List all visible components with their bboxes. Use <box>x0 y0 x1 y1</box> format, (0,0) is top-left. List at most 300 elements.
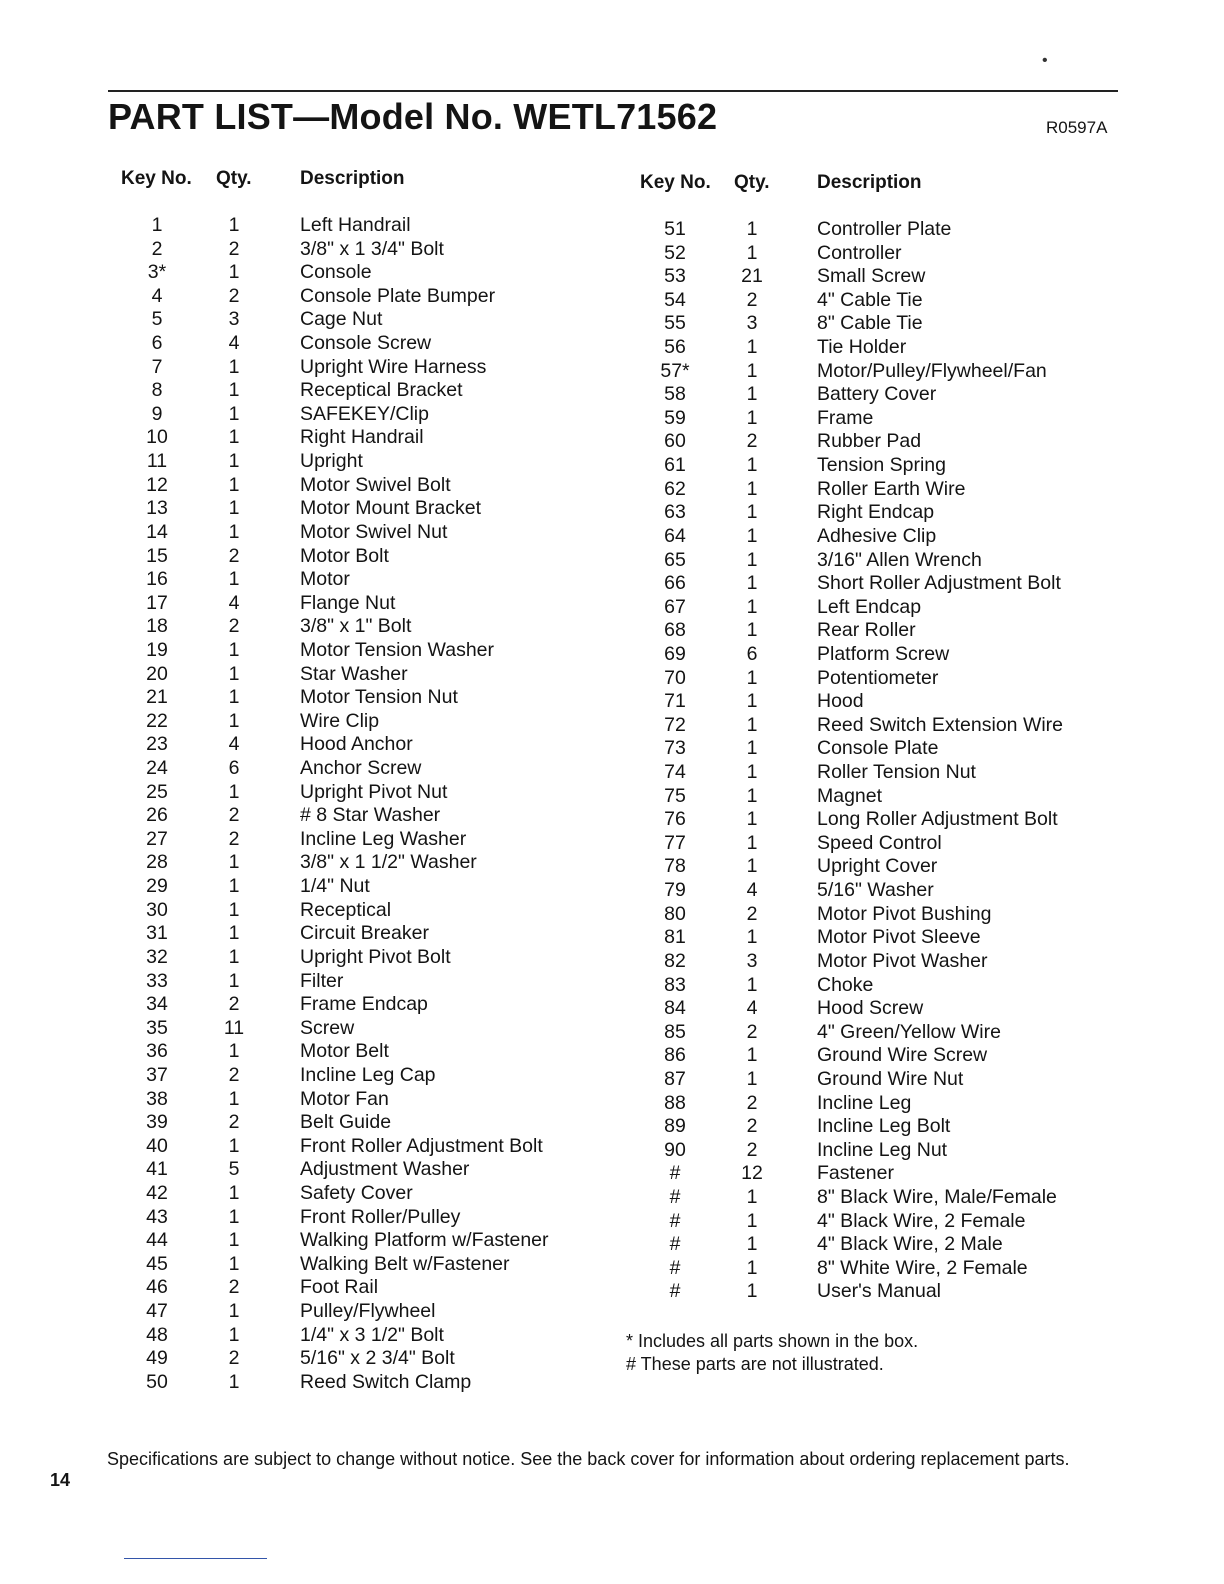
right-key-header: Key No. <box>640 172 711 193</box>
part-quantity: 2 <box>746 902 758 925</box>
table-row <box>127 970 597 994</box>
part-quantity: 1 <box>228 450 240 473</box>
table-row <box>127 922 597 946</box>
part-description: 1/4" x 3 1/2" Bolt <box>300 1323 444 1346</box>
part-quantity: 1 <box>746 831 758 854</box>
part-description: Platform Screw <box>817 642 950 665</box>
table-row <box>645 1210 1105 1234</box>
table-row <box>127 545 597 569</box>
page-number: 14 <box>50 1470 71 1490</box>
corner-mark: • <box>1042 52 1048 69</box>
part-key-number: 57* <box>660 359 690 382</box>
part-description: Wire Clip <box>300 709 380 732</box>
table-row <box>645 336 1105 360</box>
part-key-number: 86 <box>664 1044 686 1067</box>
part-quantity: 2 <box>746 1091 758 1114</box>
part-description: 4" Cable Tie <box>817 288 923 311</box>
part-quantity: 4 <box>746 879 758 902</box>
part-description: Console Plate <box>817 737 939 760</box>
table-row <box>645 1162 1105 1186</box>
part-description: Hood Screw <box>817 997 924 1020</box>
part-description: Magnet <box>817 784 883 807</box>
part-quantity: 2 <box>228 237 240 260</box>
part-key-number: 1 <box>151 214 163 236</box>
part-description: Upright Cover <box>817 855 938 878</box>
table-row <box>645 926 1105 950</box>
part-quantity: 1 <box>228 1040 240 1063</box>
part-key-number: 32 <box>146 945 168 968</box>
part-description: SAFEKEY/Clip <box>300 402 429 425</box>
part-key-number: 50 <box>146 1370 168 1393</box>
table-row <box>127 450 597 474</box>
table-row <box>645 690 1105 714</box>
part-description: Motor Pivot Sleeve <box>817 926 981 949</box>
part-description: 8" White Wire, 2 Female <box>817 1256 1028 1279</box>
part-description: Tie Holder <box>817 336 907 359</box>
part-description: Foot Rail <box>300 1276 379 1299</box>
part-description: Filter <box>300 969 344 992</box>
part-key-number: 16 <box>146 568 168 591</box>
table-row <box>127 568 597 592</box>
table-row <box>127 332 597 356</box>
right-parts-table <box>645 218 1105 1304</box>
part-key-number: 90 <box>664 1138 686 1161</box>
part-description: 3/8" x 1 3/4" Bolt <box>300 237 444 260</box>
table-row <box>127 214 597 238</box>
part-key-number: 63 <box>664 501 686 524</box>
part-key-number: 49 <box>146 1347 168 1370</box>
part-quantity: 3 <box>746 949 758 972</box>
part-quantity: 1 <box>228 1205 240 1228</box>
part-quantity: 1 <box>746 1185 758 1208</box>
part-quantity: 1 <box>746 1067 758 1090</box>
document-code: R0597A <box>1046 118 1108 137</box>
table-row <box>645 997 1105 1021</box>
part-key-number: 43 <box>146 1205 168 1228</box>
part-quantity: 1 <box>228 520 240 543</box>
table-row <box>127 1158 597 1182</box>
table-row <box>645 879 1105 903</box>
part-key-number: 15 <box>146 544 168 567</box>
part-quantity: 1 <box>228 1087 240 1110</box>
part-key-number: 36 <box>146 1040 168 1063</box>
part-key-number: 52 <box>664 241 686 264</box>
part-description: Pulley/Flywheel <box>300 1300 436 1323</box>
part-description: Incline Leg Bolt <box>817 1115 951 1138</box>
table-row <box>127 899 597 923</box>
table-row <box>127 1182 597 1206</box>
part-quantity: 1 <box>746 524 758 547</box>
part-quantity: 1 <box>228 214 240 236</box>
part-key-number: 83 <box>664 973 686 996</box>
table-row <box>127 356 597 380</box>
part-quantity: 1 <box>228 379 240 402</box>
part-description: Roller Earth Wire <box>817 477 966 500</box>
part-key-number: 7 <box>151 355 163 378</box>
part-description: Console <box>300 261 372 284</box>
part-key-number: 64 <box>664 524 686 547</box>
table-row <box>127 804 597 828</box>
part-quantity: 1 <box>228 261 240 284</box>
part-description: Safety Cover <box>300 1181 413 1204</box>
table-row <box>645 974 1105 998</box>
table-row <box>645 525 1105 549</box>
table-row <box>645 1044 1105 1068</box>
part-key-number: 58 <box>664 383 686 406</box>
part-key-number: 67 <box>664 595 686 618</box>
note-not-illustrated: # These parts are not illustrated. <box>626 1354 884 1374</box>
part-quantity: 1 <box>228 638 240 661</box>
table-row <box>645 501 1105 525</box>
table-row <box>127 1040 597 1064</box>
part-description: Star Washer <box>300 662 408 685</box>
part-key-number: 44 <box>146 1229 168 1252</box>
part-key-number: 62 <box>664 477 686 500</box>
part-description: Motor Pivot Bushing <box>817 902 992 925</box>
part-quantity: 2 <box>746 1115 758 1138</box>
table-row <box>127 1135 597 1159</box>
part-key-number: # <box>669 1280 681 1303</box>
table-row <box>645 1257 1105 1281</box>
table-row <box>127 733 597 757</box>
part-key-number: 33 <box>146 969 168 992</box>
part-key-number: 38 <box>146 1087 168 1110</box>
table-row <box>127 1111 597 1135</box>
table-row <box>127 1347 597 1371</box>
table-row <box>645 289 1105 313</box>
part-key-number: 23 <box>146 733 168 756</box>
table-row <box>645 667 1105 691</box>
table-row <box>645 643 1105 667</box>
part-key-number: 54 <box>664 288 686 311</box>
table-row <box>127 403 597 427</box>
table-row <box>645 1233 1105 1257</box>
part-key-number: 81 <box>664 926 686 949</box>
part-description: Front Roller Adjustment Bolt <box>300 1134 543 1157</box>
part-description: 5/16" Washer <box>817 879 934 902</box>
table-row <box>127 592 597 616</box>
part-quantity: 1 <box>228 922 240 945</box>
part-quantity: 1 <box>746 477 758 500</box>
part-description: Motor Swivel Bolt <box>300 473 451 496</box>
part-description: Motor <box>300 568 350 591</box>
part-key-number: 53 <box>664 265 686 288</box>
part-description: 5/16" x 2 3/4" Bolt <box>300 1347 455 1370</box>
part-key-number: 2 <box>151 237 163 260</box>
part-description: Long Roller Adjustment Bolt <box>817 808 1058 831</box>
table-row <box>127 851 597 875</box>
part-quantity: 2 <box>746 1138 758 1161</box>
part-quantity: 1 <box>746 454 758 477</box>
table-row <box>645 1092 1105 1116</box>
table-row <box>127 1253 597 1277</box>
left-key-header: Key No. <box>121 168 192 189</box>
part-key-number: # <box>669 1162 681 1185</box>
part-key-number: 73 <box>664 737 686 760</box>
right-description-header: Description <box>817 172 922 193</box>
table-row <box>645 1280 1105 1304</box>
part-key-number: 78 <box>664 855 686 878</box>
part-quantity: 1 <box>746 595 758 618</box>
part-description: Right Handrail <box>300 426 424 449</box>
part-quantity: 4 <box>228 733 240 756</box>
part-quantity: 1 <box>746 548 758 571</box>
part-key-number: 35 <box>146 1016 168 1039</box>
part-description: Upright <box>300 450 363 473</box>
part-description: Circuit Breaker <box>300 922 429 945</box>
page-title: PART LIST—Model No. WETL71562 <box>108 96 718 137</box>
part-quantity: 1 <box>746 926 758 949</box>
part-key-number: 56 <box>664 336 686 359</box>
part-quantity: 1 <box>746 690 758 713</box>
part-description: User's Manual <box>817 1280 942 1303</box>
part-description: 1/4" Nut <box>300 875 370 898</box>
part-description: 3/16" Allen Wrench <box>817 548 982 571</box>
part-quantity: 1 <box>228 1181 240 1204</box>
table-row <box>127 379 597 403</box>
part-quantity: 1 <box>228 780 240 803</box>
part-quantity: 2 <box>228 993 240 1016</box>
part-key-number: 59 <box>664 406 686 429</box>
part-quantity: 1 <box>746 218 758 240</box>
part-description: Motor Belt <box>300 1040 389 1063</box>
part-description: Incline Leg Washer <box>300 827 467 850</box>
part-quantity: 1 <box>228 709 240 732</box>
table-row <box>127 946 597 970</box>
part-quantity: 1 <box>746 666 758 689</box>
part-quantity: 1 <box>746 1256 758 1279</box>
part-quantity: 2 <box>228 544 240 567</box>
right-qty-header: Qty. <box>734 172 770 193</box>
part-key-number: 6 <box>151 332 163 355</box>
part-key-number: 25 <box>146 780 168 803</box>
table-row <box>645 265 1105 289</box>
part-key-number: 76 <box>664 808 686 831</box>
part-description: Upright Pivot Nut <box>300 780 448 803</box>
part-quantity: 1 <box>228 875 240 898</box>
part-key-number: 14 <box>146 520 168 543</box>
part-quantity: 1 <box>228 945 240 968</box>
part-key-number: 17 <box>146 591 168 614</box>
part-key-number: # <box>669 1233 681 1256</box>
table-row <box>645 737 1105 761</box>
part-key-number: 31 <box>146 922 168 945</box>
part-key-number: 82 <box>664 949 686 972</box>
part-description: 8" Cable Tie <box>817 312 923 335</box>
table-row <box>645 596 1105 620</box>
part-quantity: 1 <box>228 1229 240 1252</box>
part-description: Hood <box>817 690 864 713</box>
part-key-number: 30 <box>146 898 168 921</box>
part-key-number: 41 <box>146 1158 168 1181</box>
table-row <box>127 686 597 710</box>
part-quantity: 2 <box>746 430 758 453</box>
part-key-number: 24 <box>146 757 168 780</box>
part-quantity: 1 <box>746 1233 758 1256</box>
part-quantity: 1 <box>746 713 758 736</box>
part-description: Small Screw <box>817 265 926 288</box>
part-key-number: 75 <box>664 784 686 807</box>
part-description: 3/8" x 1 1/2" Washer <box>300 851 477 874</box>
part-description: Flange Nut <box>300 591 396 614</box>
part-description: Adhesive Clip <box>817 524 937 547</box>
part-key-number: 89 <box>664 1115 686 1138</box>
part-key-number: 48 <box>146 1323 168 1346</box>
part-description: Reed Switch Extension Wire <box>817 713 1064 736</box>
part-description: Ground Wire Nut <box>817 1067 964 1090</box>
part-key-number: 68 <box>664 619 686 642</box>
part-description: Motor Pivot Washer <box>817 949 988 972</box>
table-row <box>127 1300 597 1324</box>
table-row <box>127 285 597 309</box>
part-description: Controller <box>817 241 902 264</box>
part-quantity: 1 <box>228 898 240 921</box>
table-row <box>645 1186 1105 1210</box>
part-description: 8" Black Wire, Male/Female <box>817 1185 1057 1208</box>
part-quantity: 11 <box>223 1016 245 1039</box>
left-qty-header: Qty. <box>216 168 252 189</box>
part-quantity: 1 <box>746 1209 758 1232</box>
part-description: Ground Wire Screw <box>817 1044 988 1067</box>
part-quantity: 1 <box>228 355 240 378</box>
part-description: Frame <box>817 406 874 429</box>
part-quantity: 2 <box>228 284 240 307</box>
table-row <box>127 781 597 805</box>
part-description: Fastener <box>817 1162 894 1185</box>
part-key-number: 34 <box>146 993 168 1016</box>
part-key-number: # <box>669 1185 681 1208</box>
part-key-number: 11 <box>146 450 168 473</box>
part-description: Console Plate Bumper <box>300 284 496 307</box>
table-row <box>127 875 597 899</box>
part-quantity: 1 <box>746 1044 758 1067</box>
table-row <box>127 1017 597 1041</box>
table-row <box>645 360 1105 384</box>
part-quantity: 2 <box>746 1020 758 1043</box>
part-quantity: 1 <box>746 383 758 406</box>
part-key-number: # <box>669 1209 681 1232</box>
part-key-number: 9 <box>151 402 163 425</box>
part-key-number: 47 <box>146 1300 168 1323</box>
table-row <box>645 950 1105 974</box>
table-row <box>127 426 597 450</box>
part-quantity: 6 <box>746 642 758 665</box>
part-description: Controller Plate <box>817 218 952 240</box>
part-quantity: 3 <box>228 308 240 331</box>
table-row <box>127 663 597 687</box>
part-key-number: 28 <box>146 851 168 874</box>
table-row <box>127 993 597 1017</box>
part-quantity: 1 <box>746 336 758 359</box>
table-row <box>645 218 1105 242</box>
part-quantity: 1 <box>746 406 758 429</box>
table-row <box>645 454 1105 478</box>
part-key-number: 70 <box>664 666 686 689</box>
table-row <box>127 1371 597 1395</box>
part-key-number: 72 <box>664 713 686 736</box>
part-key-number: 55 <box>664 312 686 335</box>
table-row <box>645 572 1105 596</box>
part-description: Motor Tension Nut <box>300 686 458 709</box>
table-row <box>127 1229 597 1253</box>
part-description: Console Screw <box>300 332 432 355</box>
part-description: 3/8" x 1" Bolt <box>300 615 412 638</box>
part-description: Front Roller/Pulley <box>300 1205 461 1228</box>
part-quantity: 21 <box>741 265 763 288</box>
part-quantity: 1 <box>746 241 758 264</box>
part-key-number: 60 <box>664 430 686 453</box>
table-row <box>645 1115 1105 1139</box>
part-description: Potentiometer <box>817 666 939 689</box>
part-description: Upright Wire Harness <box>300 355 487 378</box>
table-row <box>127 497 597 521</box>
table-row <box>127 1276 597 1300</box>
table-row <box>127 521 597 545</box>
part-description: Reed Switch Clamp <box>300 1370 472 1393</box>
part-description: Rear Roller <box>817 619 916 642</box>
part-quantity: 2 <box>746 288 758 311</box>
notes <box>626 1330 918 1376</box>
part-key-number: 5 <box>151 308 163 331</box>
part-quantity: 1 <box>228 426 240 449</box>
part-description: Adjustment Washer <box>300 1158 470 1181</box>
part-key-number: 27 <box>146 827 168 850</box>
part-key-number: 26 <box>146 804 168 827</box>
part-quantity: 1 <box>746 359 758 382</box>
part-key-number: 29 <box>146 875 168 898</box>
part-key-number: 85 <box>664 1020 686 1043</box>
part-quantity: 1 <box>746 855 758 878</box>
part-quantity: 12 <box>741 1162 763 1185</box>
part-description: Receptical Bracket <box>300 379 463 402</box>
part-quantity: 2 <box>228 1111 240 1134</box>
part-quantity: 2 <box>228 804 240 827</box>
part-key-number: 39 <box>146 1111 168 1134</box>
part-quantity: 1 <box>228 662 240 685</box>
part-key-number: 77 <box>664 831 686 854</box>
table-row <box>127 1088 597 1112</box>
table-row <box>127 474 597 498</box>
table-row <box>645 785 1105 809</box>
table-row <box>645 1139 1105 1163</box>
part-description: Frame Endcap <box>300 993 428 1016</box>
part-quantity: 1 <box>228 1370 240 1393</box>
part-quantity: 1 <box>746 501 758 524</box>
part-key-number: 3* <box>147 261 167 284</box>
part-quantity: 2 <box>228 827 240 850</box>
table-row <box>127 757 597 781</box>
part-key-number: 40 <box>146 1134 168 1157</box>
part-quantity: 2 <box>228 1063 240 1086</box>
part-description: Walking Platform w/Fastener <box>300 1229 549 1252</box>
part-quantity: 2 <box>228 1347 240 1370</box>
part-quantity: 3 <box>746 312 758 335</box>
part-quantity: 1 <box>228 851 240 874</box>
part-key-number: 88 <box>664 1091 686 1114</box>
part-description: Battery Cover <box>817 383 937 406</box>
footer-text: Specifications are subject to change without notice. See the back cover for information about ordering replacement parts. <box>107 1449 1070 1469</box>
part-quantity: 1 <box>228 1300 240 1323</box>
part-quantity: 1 <box>228 1323 240 1346</box>
part-quantity: 2 <box>228 1276 240 1299</box>
part-quantity: 1 <box>746 784 758 807</box>
part-key-number: 20 <box>146 662 168 685</box>
part-description: Motor/Pulley/Flywheel/Fan <box>817 359 1047 382</box>
part-quantity: 1 <box>746 1280 758 1303</box>
part-description: Walking Belt w/Fastener <box>300 1252 510 1275</box>
part-description: Motor Bolt <box>300 544 389 567</box>
table-row <box>127 1324 597 1348</box>
